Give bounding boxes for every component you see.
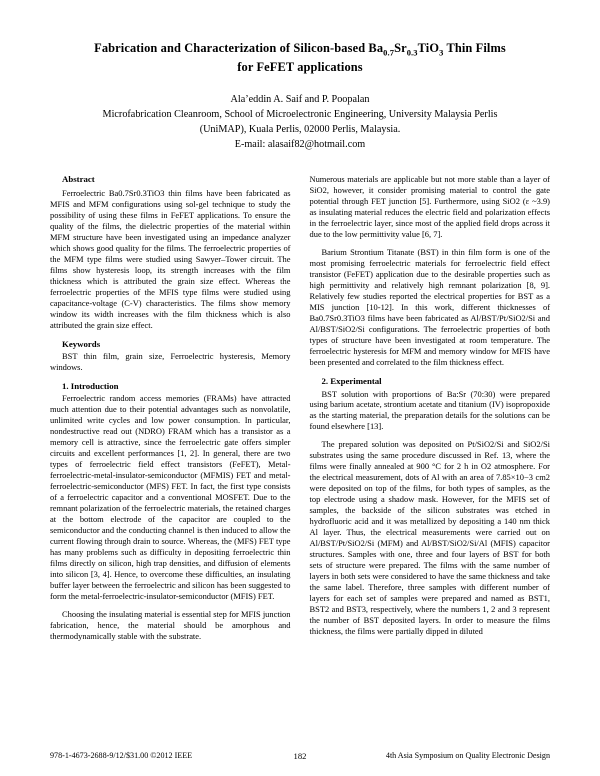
affiliation-line-2: (UniMAP), Kuala Perlis, 02000 Perlis, Malaysia.	[199, 123, 401, 135]
footer-conference: 4th Asia Symposium on Quality Electronic Design	[385, 751, 550, 760]
paragraph-gap	[50, 602, 291, 609]
left-column	[50, 174, 291, 642]
experimental-paragraph-2: The prepared solution was deposited on Pt/SiO2/Si and SiO2/Si substrates using the same procedure discussed in Ref. 13, where the films were finally annealed at 900 °C for 2 h in O2 atmosphere. For the electrical measurement, dots of Al with an area of 7.85×10−3 cm2 were deposited on top of the films, for both types of samples, as the top electrode using a shadow mask. However, for the MFIS set of samples, the backside of the silicon substrates was etched in hydrofluoric acid and it was metallized by depositing a 140 nm thick Al layer. Thus, the electrical measurements were carried out on Al/BST/Pt/SiO2/Si (MFM) and Al/BST/SiO2/Si/Al (MFIS) capacitor structures. Samples with one, three and four layers of BST for both sets of structure were prepared. The films with the same number of layers in both sets were considered to have the same thickness and take the same label. Therefore, three samples with different number of layers for each set of samples were prepared and named as BST1, BST2 and BST3, respectively, where the numbers 1, 2 and 3 represent the number of BST deposited layers. In order to measure the films thickness, the films were partially dipped in diluted	[309, 439, 550, 637]
contact-email: E-mail: alasaif82@hotmail.com	[234, 138, 366, 150]
title-mid-1: Sr	[394, 41, 407, 55]
heading-keywords: Keywords	[62, 338, 101, 349]
affiliation-line-1: Microfabrication Cleanroom, School of Microelectronic Engineering, University Malaysia Perlis	[102, 109, 498, 120]
title-sub-3: 3	[439, 47, 444, 58]
footer-page-number: 182	[293, 751, 307, 761]
keywords-paragraph: BST thin film, grain size, Ferroelectric hysteresis, Memory windows.	[50, 350, 291, 372]
author-list: Ala’eddin A. Saif and P. Poopalan	[230, 94, 370, 106]
paragraph-gap	[310, 240, 551, 247]
heading-experimental: 2. Experimental	[321, 376, 382, 387]
title-line1-pre: Fabrication and Characterization of Silicon-based Ba	[94, 41, 384, 55]
paragraph-gap	[310, 432, 551, 439]
right-column	[310, 174, 551, 642]
page-footer	[0, 751, 600, 760]
experimental-paragraph-1: BST solution with proportions of Ba:Sr (70:30) were prepared using barium acetate, strontium acetate and titanium (IV) isopropoxide as the starting material, the preparation details for the solutions can be found elsewhere [13].	[309, 388, 550, 432]
title-sub-1: 0.7	[383, 47, 395, 58]
title-line2: for FeFET applications	[237, 60, 363, 75]
abstract-paragraph: Ferroelectric Ba0.7Sr0.3TiO3 thin films have been fabricated as MFIS and MFM configurations using sol-gel technique to study the possibility of using these films in FeFET applications. To ensure the quality of the films, the dielectric properties of the material within MFM structure have been investigated using an impedance analyzer which shows good quality for the films. The ferroelectric properties of the MFM type films were studied using Sawyer–Tower circuit. The films show hysteresis loop, its strength increases with the film thickness which is attributed the grain size effect. Whereas the ferroelectric properties of the MFIS type films were studied using capacitance-voltage (C-V) characteristics. The films show memory window its width increases with the film thickness which is also attributed the grain size effect.	[50, 187, 291, 330]
right-paragraph-1: Numerous materials are applicable but not more stable than a layer of SiO2, however, it consider promising material to control the gate potential through FET junction [5]. Furthermore, using SiO2 (ε ~3.9) as insulating material reduces the electric field and polarization effects in the ferroelectric layer, since most of the applied field drops across it due to the low permittivity value [6, 7].	[309, 174, 550, 240]
heading-abstract: Abstract	[62, 174, 95, 185]
title-post: Thin Films	[443, 41, 506, 55]
intro-paragraph-2: Choosing the insulating material is essential step for MFIS junction fabrication, hence, the material should be amorphous and thermodynamically stable with the substrate.	[50, 609, 291, 642]
body-columns	[0, 174, 600, 642]
heading-introduction: 1. Introduction	[62, 380, 119, 391]
footer-isbn: 978-1-4673-2688-9/12/$31.00 ©2012 IEEE	[50, 751, 193, 760]
page-title	[58, 40, 542, 76]
title-mid-2: TiO	[417, 41, 440, 55]
intro-paragraph-1: Ferroelectric random access memories (FRAMs) have attracted much attention due to their potential advantages such as nonvolatile, unlimited write cycles and low power consumption. In particular, nondestructive read out (NDRO) FRAM which has a transistor as a memory cell is attractive, since the ferroelectric gate offers simpler circuits and excellent performances [1, 2]. In general, there are two types of ferroelectric field effect transistors (FeFET), Metal-ferroelectric-metal-insulator-semiconductor (MFMIS) FET and metal-ferroelectric-semiconductor (MFS) FET. In fact, the first type consists of a ferroelectric capacitor and a conventional MOSFET. Due to the remnant polarization of the ferroelectric materials, the retained charges at the bottom electrode of the capacitor are coupled to the semiconductor and the conducting channel is then induced to allow the current flowing through drain to source. Whereas, the (MFS) FET type has many problems such as difficulty in depositing ferroelectric thin films directly on silicon, high trap densities, and diffusion of elements into silicon [3, 4]. Hence, to overcome these difficulties, an insulating buffer layer between the ferroelectric and silicon has been suggested to form the metal-ferroelectric-insulator-semiconductor (MFIS) FET.	[50, 393, 291, 602]
right-paragraph-2: Barium Strontium Titanate (BST) in thin film form is one of the most promising ferroelectric materials for ferroelectric field effect transistor (FeFET) application due to the desirable properties such as high permittivity and relatively high remnant polarization [8, 9]. Relatively few studies reported the electrical properties for BST as a MIS junction [10-12]. In this work, different thicknesses of Ba0.7Sr0.3TiO3 films have been fabricated as Al/BST/Pt/SiO2/Si and Al/BST/SiO2/Si configurations. The ferroelectric properties of both types of structure have been investigated at room temperature. The ferroelectric hysteresis for MFM and memory window for MFIS have been presented and correlated to the film thickness effect.	[309, 247, 550, 368]
title-block	[0, 0, 600, 152]
title-sub-2: 0.3	[406, 47, 418, 58]
